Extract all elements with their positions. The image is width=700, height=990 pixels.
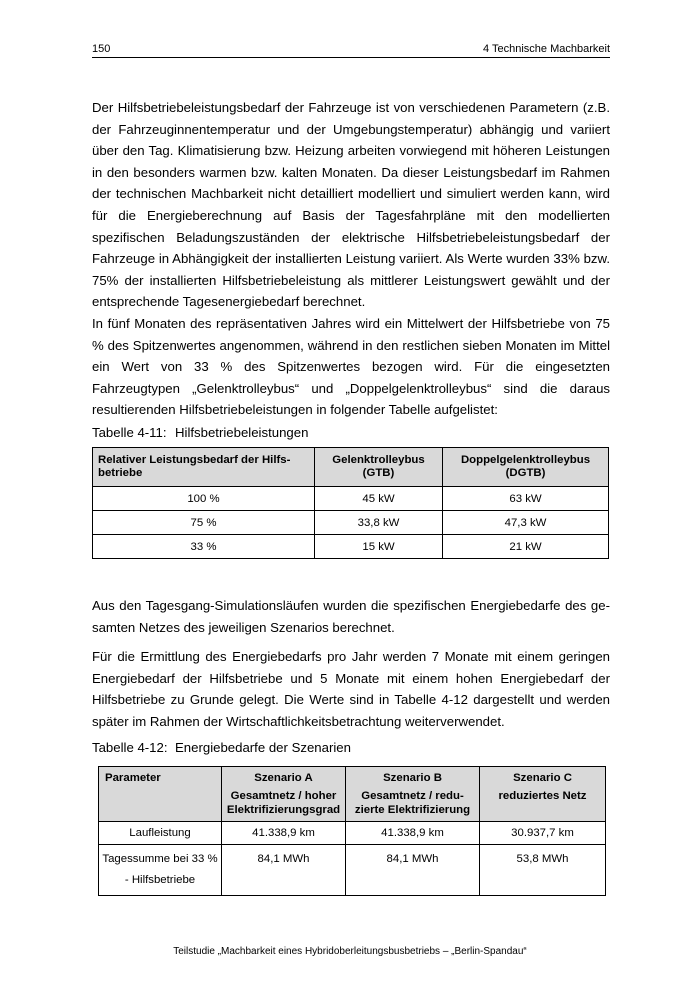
table-1-caption-number: Tabelle 4-11: [92, 425, 167, 440]
table-cell: 53,8 MWh [480, 845, 606, 896]
header-title: Szenario A [254, 772, 313, 784]
table-cell: 84,1 MWh [222, 845, 346, 896]
table-cell: 33,8 kW [315, 511, 443, 535]
header-title: Parameter [105, 772, 161, 784]
table-header-cell [222, 767, 346, 822]
table-cell: 84,1 MWh [346, 845, 480, 896]
table-cell: 47,3 kW [443, 511, 609, 535]
table-1 [92, 447, 609, 559]
paragraph-3: Aus den Tagesgang-Simulationsläufen wurden die spezifischen Energiebedarfe des gesamten Netzes des jeweiligen Szenarios berechnet. [92, 598, 610, 635]
table-header-row [93, 448, 609, 487]
table-row [93, 535, 609, 559]
table-cell: 30.937,7 km [480, 822, 606, 845]
header-subtitle: Gesamtnetz / reduzierte Elektrifizierung [354, 790, 471, 816]
table-cell: 41.338,9 km [346, 822, 480, 845]
table-cell: Tagessumme bei 33 % - Hilfsbetriebe [99, 845, 222, 896]
table-2-caption [92, 740, 351, 756]
chapter-title: 4 Technische Machbarkeit [483, 43, 610, 55]
table-header-cell [346, 767, 480, 822]
table-1-caption-title: Hilfsbetriebeleistungen [175, 425, 309, 440]
table-header-cell [480, 767, 606, 822]
table-header-row [99, 767, 606, 822]
header-title: Szenario B [383, 772, 442, 784]
table-row [99, 845, 606, 896]
table-cell: 33 % [93, 535, 315, 559]
paragraph-2: In fünf Monaten des repräsentativen Jahres wird ein Mittelwert der Hilfsbetriebe von 75 % des Spitzenwertes angenommen, während in den restlichen sieben Monaten im Mittel ein Wert von 33 % des Spitzenwertes bezogen wird. Für die eingesetzten Fahrzeugtypen „Gelenktrolleybus“ und „Doppelgelenktrolleybus“ sind die daraus resultierenden Hilfsbetriebeleistungen in folgender Tabelle aufgelistet: [92, 316, 610, 418]
header-subtitle: Gesamtnetz / hoher Elektrifizierungsgrad [226, 790, 341, 816]
page-number: 150 [92, 43, 111, 55]
table-cell: Laufleistung [99, 822, 222, 845]
table-header-cell: Gelenktrolleybus (GTB) [315, 448, 443, 487]
table-cell: 100 % [93, 487, 315, 511]
table-cell: 63 kW [443, 487, 609, 511]
page-header [92, 43, 610, 58]
table-cell: 15 kW [315, 535, 443, 559]
table-header-cell: Doppelgelenktrolleybus (DGTB) [443, 448, 609, 487]
table-2-caption-title: Energiebedarfe der Szenarien [175, 740, 351, 755]
table-cell: 21 kW [443, 535, 609, 559]
table-2-caption-number: Tabelle 4-12: [92, 740, 168, 755]
paragraph-1: Der Hilfsbetriebeleistungsbedarf der Fahrzeuge ist von verschiedenen Parametern (z.B. der Fahrzeuginnentemperatur und der Umgebungstemperatur) abhängig und variiert über den Tag. Klimatisierung bzw. Heizung arbeiten vorwiegend mit höheren Leistungen in den besonders warmen bzw. kalten Monaten. Da dieser Leistungsbedarf im Rahmen der technischen Machbarkeit nicht detailliert modelliert und simuliert werden kann, wird für die Energieberechnung auf Basis der Tagesfahrpläne mit den modellierten spezifischen Beladungszuständen der elektrische Hilfsbetriebeleistungsbedarf der Fahrzeuge in Abhängigkeit der installierten Leistung variiert. Als Werte wurden 33% bzw. 75% der installierten Hilfsbetriebeleistung als mittlerer Leistungswert gewählt und der entsprechende Tagesenergiebedarf berechnet. [92, 100, 610, 310]
table-header-cell [99, 767, 222, 822]
paragraph-4: Für die Ermittlung des Energiebedarfs pro Jahr werden 7 Monate mit einem geringen Energiebedarf der Hilfsbetriebe und 5 Monate mit einem hohen Energiebedarf der Hilfsbetriebe zu Grunde gelegt. Die Werte sind in Tabelle 4-12 dargestellt und werden später im Rahmen der Wirtschaftlichkeitsbetrachtung weiterverwendet. [92, 649, 610, 729]
table-row [93, 511, 609, 535]
table-row [99, 822, 606, 845]
table-cell: 75 % [93, 511, 315, 535]
table-header-cell: Relativer Leistungsbedarf der Hilfsbetriebe [93, 448, 315, 487]
header-title: Szenario C [513, 772, 572, 784]
table-1-caption [92, 425, 308, 441]
table-cell: 45 kW [315, 487, 443, 511]
table-2 [98, 766, 606, 896]
page-footer: Teilstudie „Machbarkeit eines Hybridoberleitungsbusbetriebs – „Berlin-Spandau“ [173, 946, 527, 957]
table-row [93, 487, 609, 511]
table-cell: 41.338,9 km [222, 822, 346, 845]
header-subtitle: reduziertes Netz [498, 790, 587, 802]
